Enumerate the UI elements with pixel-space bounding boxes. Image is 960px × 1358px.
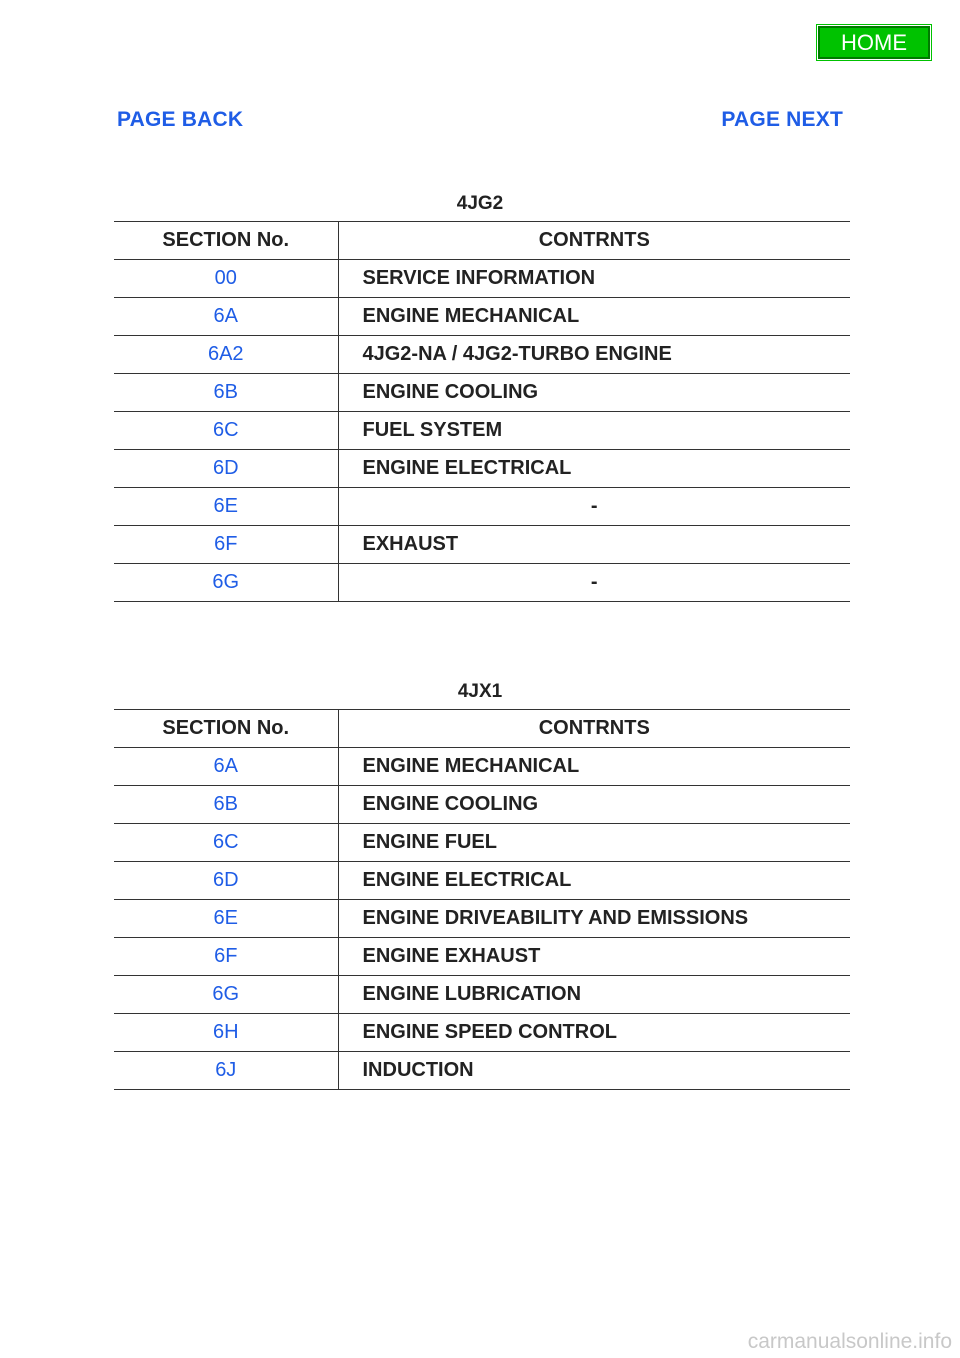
section-link-6g[interactable]: 6G [114,976,338,1014]
section-content: ENGINE MECHANICAL [338,298,850,336]
section-content: ENGINE LUBRICATION [338,976,850,1014]
table-row [114,260,850,298]
table-row [114,526,850,564]
section-link-6e[interactable]: 6E [114,900,338,938]
table-row [114,298,850,336]
header-section-no: SECTION No. [114,222,338,260]
section-link-6c[interactable]: 6C [114,824,338,862]
home-button[interactable]: HOME [818,26,930,59]
table-row [114,564,850,602]
table-row [114,412,850,450]
page-next-link[interactable]: PAGE NEXT [721,108,843,131]
section-content: FUEL SYSTEM [338,412,850,450]
table-header-row [114,222,850,260]
section-link-6a2[interactable]: 6A2 [114,336,338,374]
table-row [114,488,850,526]
table-header-row [114,710,850,748]
section-table-4jg2 [114,221,850,602]
table-row [114,450,850,488]
section-link-6a[interactable]: 6A [114,748,338,786]
table-row [114,374,850,412]
section-content: ENGINE MECHANICAL [338,748,850,786]
section-content: - [338,488,850,526]
section-link-6f[interactable]: 6F [114,938,338,976]
section-content: EXHAUST [338,526,850,564]
section-content: ENGINE FUEL [338,824,850,862]
table-title-4jx1: 4JX1 [457,681,503,702]
table-row [114,824,850,862]
section-content: ENGINE EXHAUST [338,938,850,976]
table-row [114,900,850,938]
section-link-6g[interactable]: 6G [114,564,338,602]
header-section-no: SECTION No. [114,710,338,748]
section-table-4jx1 [114,709,850,1090]
section-link-6f[interactable]: 6F [114,526,338,564]
section-content: ENGINE DRIVEABILITY AND EMISSIONS [338,900,850,938]
section-content: 4JG2-NA / 4JG2-TURBO ENGINE [338,336,850,374]
section-link-6c[interactable]: 6C [114,412,338,450]
section-link-6e[interactable]: 6E [114,488,338,526]
section-content: ENGINE ELECTRICAL [338,450,850,488]
table-row [114,862,850,900]
section-content: - [338,564,850,602]
section-content: SERVICE INFORMATION [338,260,850,298]
section-content: INDUCTION [338,1052,850,1090]
section-link-6h[interactable]: 6H [114,1014,338,1052]
header-contents: CONTRNTS [338,710,850,748]
table-title-4jg2: 4JG2 [456,193,504,214]
section-link-6a[interactable]: 6A [114,298,338,336]
section-link-6j[interactable]: 6J [114,1052,338,1090]
section-link-00[interactable]: 00 [114,260,338,298]
table-row [114,1014,850,1052]
section-link-6b[interactable]: 6B [114,374,338,412]
table-row [114,1052,850,1090]
section-link-6d[interactable]: 6D [114,862,338,900]
section-link-6d[interactable]: 6D [114,450,338,488]
table-row [114,336,850,374]
site-watermark: carmanualsonline.info [747,1330,952,1353]
section-content: ENGINE COOLING [338,786,850,824]
table-row [114,976,850,1014]
section-link-6b[interactable]: 6B [114,786,338,824]
table-row [114,938,850,976]
table-row [114,748,850,786]
section-content: ENGINE COOLING [338,374,850,412]
section-content: ENGINE SPEED CONTROL [338,1014,850,1052]
section-content: ENGINE ELECTRICAL [338,862,850,900]
table-row [114,786,850,824]
page-back-link[interactable]: PAGE BACK [117,108,244,131]
header-contents: CONTRNTS [338,222,850,260]
